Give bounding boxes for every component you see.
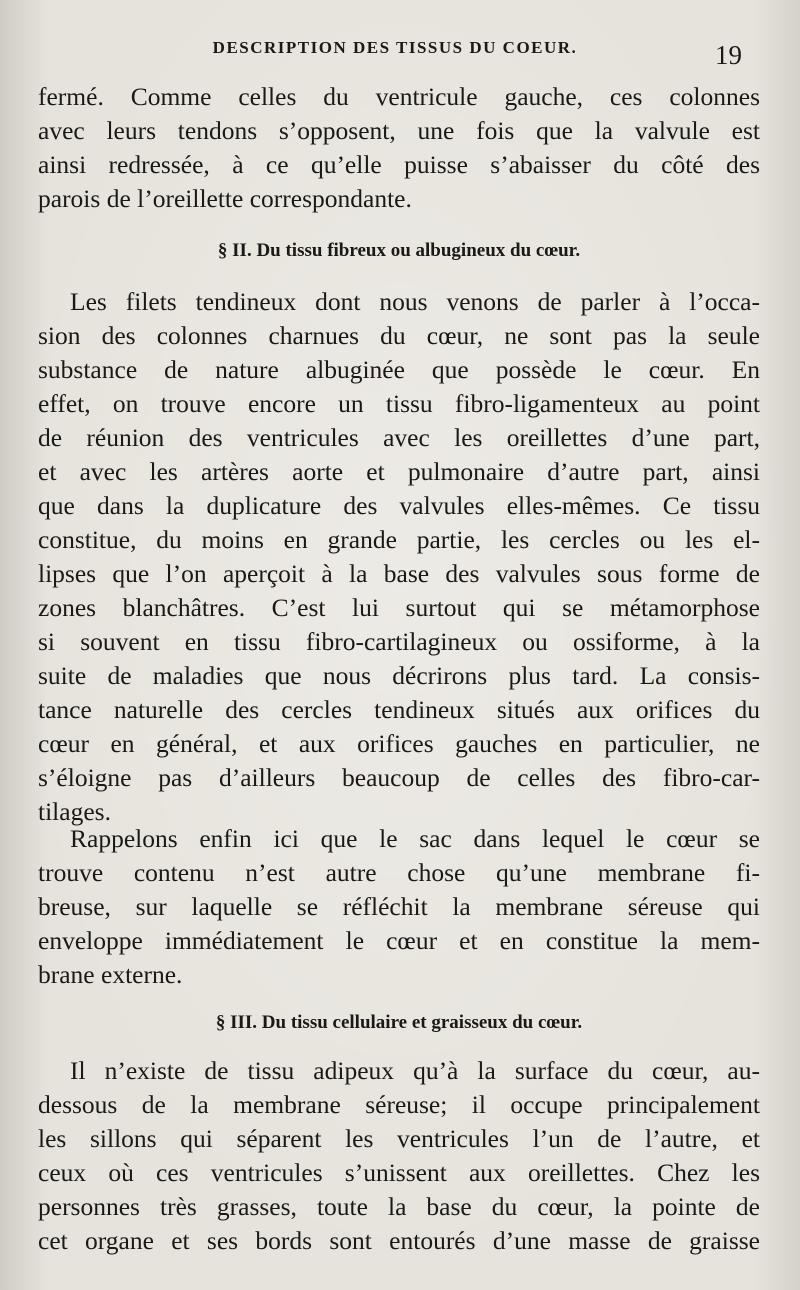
text-line: cet organe et ses bords sont entourés d’une masse de graisse bbox=[38, 1226, 760, 1255]
text-line: lipses que l’on aperçoit à la base des valvules sous forme de bbox=[38, 559, 760, 588]
text-line: de réunion des ventricules avec les oreillettes d’une part, bbox=[38, 423, 760, 452]
text-line: Les filets tendineux dont nous venons de parler à l’occa- bbox=[70, 287, 760, 316]
text-line: Il n’existe de tissu adipeux qu’à la surface du cœur, au- bbox=[70, 1056, 760, 1085]
paragraph-pericardium bbox=[38, 822, 760, 992]
text-line: breuse, sur laquelle se réfléchit la membrane séreuse qui bbox=[38, 892, 760, 921]
text-line: enveloppe immédiatement le cœur et en constitue la mem- bbox=[38, 926, 760, 955]
paragraph-fibrous-tissue bbox=[38, 285, 760, 829]
text-line: zones blanchâtres. C’est lui surtout qui se métamorphose bbox=[38, 593, 760, 622]
text-line: sion des colonnes charnues du cœur, ne sont pas la seule bbox=[38, 321, 760, 350]
text-line: suite de maladies que nous décrirons plus tard. La consis- bbox=[38, 661, 760, 690]
text-line: fermé. Comme celles du ventricule gauche, ces colonnes bbox=[38, 82, 760, 111]
text-line: s’éloigne pas d’ailleurs beaucoup de celles des fibro-car- bbox=[38, 763, 760, 792]
text-line: personnes très grasses, toute la base du cœur, la pointe de bbox=[38, 1192, 760, 1221]
section-heading-2: § II. Du tissu fibreux ou albugineux du cœur. bbox=[217, 240, 581, 261]
text-line: cœur en général, et aux orifices gauches en particulier, ne bbox=[38, 729, 760, 758]
text-line: trouve contenu n’est autre chose qu’une membrane fi- bbox=[38, 858, 760, 887]
text-line: tilages. bbox=[38, 797, 111, 826]
text-line: effet, on trouve encore un tissu fibro-ligamenteux au point bbox=[38, 389, 760, 418]
text-line: si souvent en tissu fibro-cartilagineux ou ossiforme, à la bbox=[38, 627, 760, 656]
text-line: Rappelons enfin ici que le sac dans lequel le cœur se bbox=[70, 824, 760, 853]
text-line: brane externe. bbox=[38, 960, 183, 989]
text-line: dessous de la membrane séreuse; il occupe principalement bbox=[38, 1090, 760, 1119]
page-number: 19 bbox=[715, 40, 742, 70]
text-line: que dans la duplicature des valvules elles-mêmes. Ce tissu bbox=[38, 491, 760, 520]
section-heading-3: § III. Du tissu cellulaire et graisseux du cœur. bbox=[215, 1012, 583, 1033]
running-head: DESCRIPTION DES TISSUS DU COEUR. bbox=[212, 38, 578, 57]
text-line: et avec les artères aorte et pulmonaire d’autre part, ainsi bbox=[38, 457, 760, 486]
text-line: ainsi redressée, à ce qu’elle puisse s’abaisser du côté des bbox=[38, 150, 760, 179]
text-line: constitue, du moins en grande partie, les cercles ou les el- bbox=[38, 525, 760, 554]
text-line: substance de nature albuginée que possède le cœur. En bbox=[38, 355, 760, 384]
paragraph-continuation bbox=[38, 80, 760, 216]
text-line: tance naturelle des cercles tendineux situés aux orifices du bbox=[38, 695, 760, 724]
text-line: parois de l’oreillette correspondante. bbox=[38, 184, 412, 213]
text-line: les sillons qui séparent les ventricules l’un de l’autre, et bbox=[38, 1124, 760, 1153]
text-line: ceux où ces ventricules s’unissent aux oreillettes. Chez les bbox=[38, 1158, 760, 1187]
text-line: avec leurs tendons s’opposent, une fois que la valvule est bbox=[38, 116, 760, 145]
paragraph-adipose-tissue bbox=[38, 1054, 760, 1258]
